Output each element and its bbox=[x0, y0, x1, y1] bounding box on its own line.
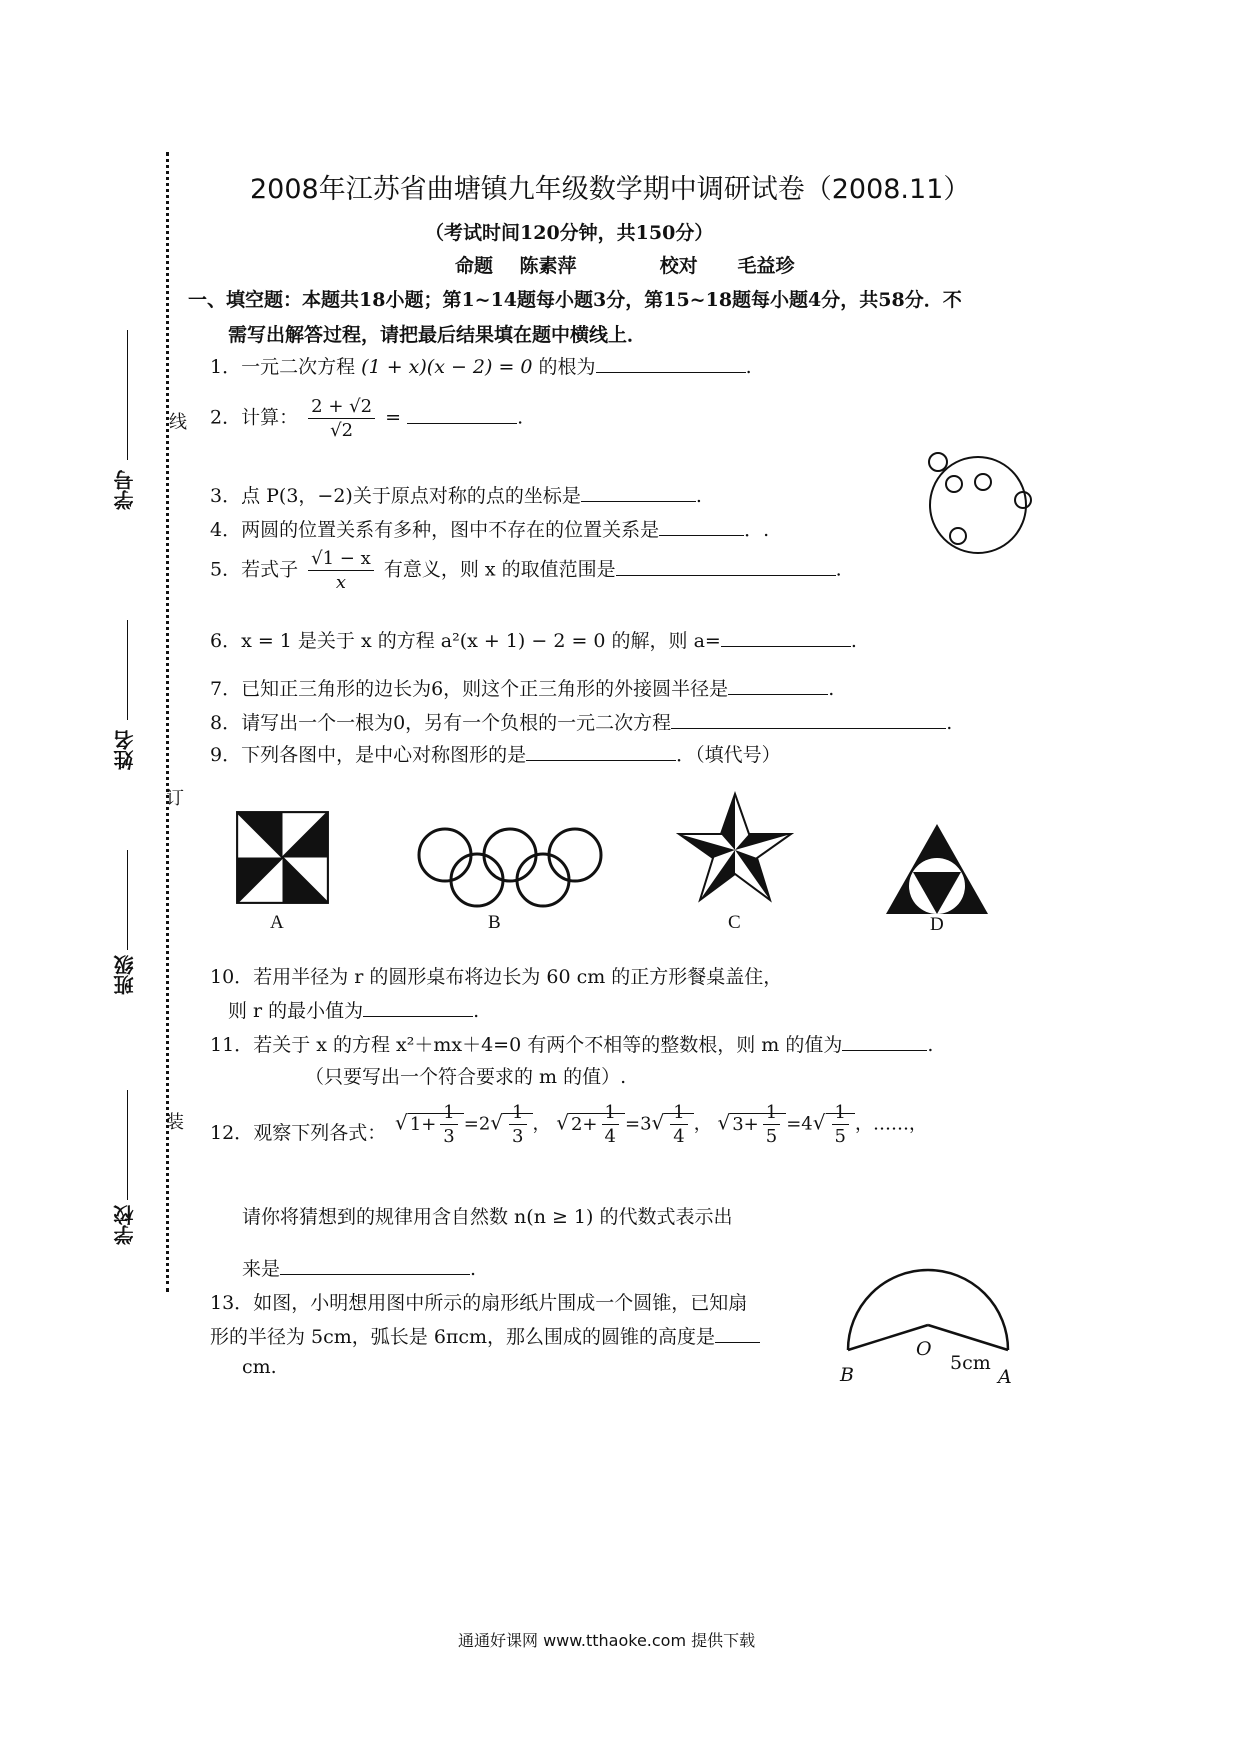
binding-mark-ding: 订 bbox=[163, 788, 184, 806]
class-field-line bbox=[127, 850, 128, 950]
q2-fraction: $\frac{2 + √2}{√2}$ bbox=[308, 396, 375, 441]
q5-fraction: $\frac{√1 - x}{x}$ bbox=[308, 548, 374, 593]
q6-answer-blank[interactable] bbox=[721, 626, 851, 647]
page-title: 2008年江苏省曲塘镇九年级数学期中调研试卷（2008.11） bbox=[250, 174, 971, 205]
q5-answer-blank[interactable] bbox=[616, 555, 836, 576]
question-1: 1．一元二次方程 (1 + x)(x − 2) = 0 的根为 . bbox=[210, 352, 752, 379]
q9-label-c: C bbox=[728, 912, 741, 933]
question-5: 5．若式子 $\frac{√1 - x}{x}$ 有意义，则 x 的取值范围是 . bbox=[210, 548, 842, 593]
q9-label-d: D bbox=[930, 914, 944, 935]
section1-line2: 需写出解答过程，请把最后结果填在题中横线上． bbox=[228, 324, 647, 346]
q1-answer-blank[interactable] bbox=[596, 352, 746, 373]
q3-answer-blank[interactable] bbox=[581, 481, 696, 502]
question-2: 2．计算： $\frac{2 + √2}{√2}$ = . bbox=[210, 396, 524, 441]
question-6: 6．x = 1 是关于 x 的方程 a²(x + 1) − 2 = 0 的解，则 a= . bbox=[210, 626, 857, 653]
q4-circles-figure bbox=[920, 450, 1040, 560]
q9-figure-a-pinwheel bbox=[235, 810, 330, 905]
q13-label-radius: 5cm bbox=[950, 1352, 991, 1374]
q9-figure-d-triangle bbox=[882, 820, 992, 920]
q11-answer-blank[interactable] bbox=[842, 1030, 927, 1051]
question-10-line1: 10．若用半径为 r 的圆形桌布将边长为 60 cm 的正方形餐桌盖住， bbox=[210, 966, 783, 988]
q8-answer-blank[interactable] bbox=[671, 708, 946, 729]
question-12-line3: 来是 . bbox=[242, 1254, 476, 1281]
author: 陈素萍 bbox=[519, 255, 577, 277]
author-label: 命题 bbox=[455, 255, 494, 277]
question-12-line2: 请你将猜想到的规律用含自然数 n(n ≥ 1) 的代数式表示出 bbox=[242, 1206, 733, 1228]
binding-mark-xian: 线 bbox=[166, 412, 187, 430]
q7-answer-blank[interactable] bbox=[728, 674, 828, 695]
proofer: 毛益珍 bbox=[737, 255, 795, 277]
section1-line1: 一、填空题：本题共18小题；第1~14题每小题3分，第15~18题每小题4分，共58分．不 bbox=[188, 289, 962, 311]
q9-label-a: A bbox=[270, 912, 284, 933]
q4-answer-blank[interactable] bbox=[659, 515, 744, 536]
binding-mark-zhuang: 装 bbox=[163, 1112, 184, 1130]
q12-formulas: √ 1+ $\frac{1}{3}$ =2√ $\frac{1}{3}$ ， √ 2+ $\frac{1}{4}$ =3√ $\frac{1}{4}$ ， √ 3+ $\frac{1}{5}$ =4√ $\frac{1}{5}$ ，……， bbox=[395, 1102, 927, 1147]
q2-answer-blank[interactable] bbox=[407, 403, 517, 424]
q13-answer-blank[interactable] bbox=[715, 1322, 760, 1343]
proof-label: 校对 bbox=[659, 255, 698, 277]
q9-answer-blank[interactable] bbox=[526, 740, 676, 761]
q13-label-b: B bbox=[840, 1364, 854, 1386]
id-field-line bbox=[127, 330, 128, 460]
q13-label-o: O bbox=[916, 1338, 932, 1360]
question-8: 8．请写出一个一根为0，另有一个负根的一元二次方程 . bbox=[210, 708, 952, 735]
q13-label-a: A bbox=[998, 1366, 1012, 1388]
question-3: 3．点 P(3，−2)关于原点对称的点的坐标是 . bbox=[210, 481, 702, 508]
question-10-line2: 则 r 的最小值为 . bbox=[228, 996, 479, 1023]
school-field-line bbox=[127, 1090, 128, 1200]
question-4: 4．两圆的位置关系有多种，图中不存在的位置关系是 ．. bbox=[210, 515, 769, 542]
question-9: 9．下列各图中，是中心对称图形的是 ．（填代号） bbox=[210, 740, 781, 767]
page-footer: 通通好课网 www.tthaoke.com 提供下载 bbox=[458, 1631, 756, 1650]
question-13-line3: cm. bbox=[242, 1356, 277, 1378]
question-12: 12．观察下列各式： bbox=[210, 1122, 387, 1144]
q12-answer-blank[interactable] bbox=[280, 1254, 470, 1275]
class-label: 班级 bbox=[113, 955, 137, 995]
credits bbox=[455, 251, 794, 278]
name-label: 姓名 bbox=[113, 730, 137, 770]
q9-label-b: B bbox=[488, 912, 501, 933]
q10-answer-blank[interactable] bbox=[363, 996, 473, 1017]
question-7: 7．已知正三角形的边长为6，则这个正三角形的外接圆半径是 . bbox=[210, 674, 834, 701]
name-field-line bbox=[127, 620, 128, 720]
question-11-line1: 11．若关于 x 的方程 x²＋mx＋4=0 有两个不相等的整数根，则 m 的值为 . bbox=[210, 1030, 933, 1057]
school-label: 学校 bbox=[113, 1205, 137, 1245]
page-subtitle: （考试时间120分钟，共150分） bbox=[425, 222, 714, 244]
question-13-line1: 13．如图，小明想用图中所示的扇形纸片围成一个圆锥，已知扇 bbox=[210, 1292, 748, 1314]
question-13-line2: 形的半径为 5cm，弧长是 6πcm，那么围成的圆锥的高度是 bbox=[210, 1322, 760, 1349]
q9-figure-b-rings bbox=[415, 825, 605, 910]
id-label: 学号 bbox=[113, 470, 137, 510]
question-11-line2: （只要写出一个符合要求的 m 的值）. bbox=[305, 1066, 627, 1088]
q9-figure-c-star bbox=[675, 790, 795, 910]
